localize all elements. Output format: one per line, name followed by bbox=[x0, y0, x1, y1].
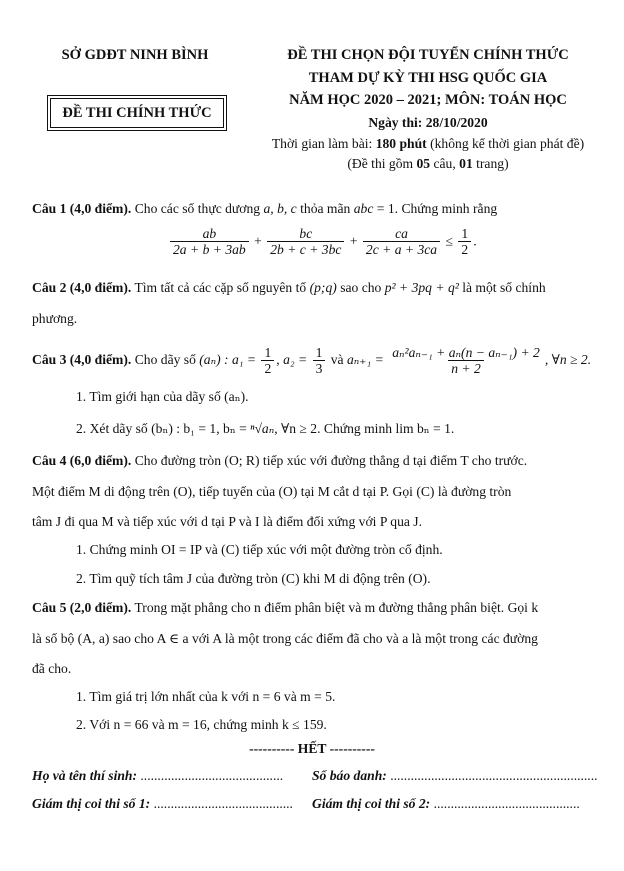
question-5-label: Câu 5 (2,0 điểm). bbox=[32, 600, 132, 615]
rec-tail: , ∀n ≥ 2. bbox=[544, 352, 592, 367]
question-count: 05 bbox=[416, 156, 431, 171]
q2-pair: (p;q) bbox=[309, 280, 337, 295]
question-2-label: Câu 2 (4,0 điểm). bbox=[32, 280, 132, 295]
duration-prefix: Thời gian làm bài: bbox=[271, 136, 376, 151]
nth-root: ⁿ√aₙ bbox=[250, 421, 275, 436]
a2-label: , a₂ = bbox=[276, 352, 311, 367]
plus-sign-1: + bbox=[254, 233, 262, 249]
fraction-2 bbox=[267, 226, 344, 257]
q2-text-c: là một số chính bbox=[458, 280, 546, 295]
q1-text-c: . Chứng minh rằng bbox=[394, 201, 498, 216]
q1-vars: a, b, c bbox=[263, 201, 297, 216]
rec-lhs: aₙ₊₁ = bbox=[347, 352, 388, 367]
info-prefix: (Đề thi gồm bbox=[347, 156, 417, 171]
candidate-name-line bbox=[32, 767, 283, 785]
a2-fraction bbox=[313, 345, 326, 376]
f3-den: 2c + a + 3ca bbox=[363, 241, 440, 257]
rhs-num: 1 bbox=[461, 226, 469, 241]
question-4-part1: 1. Chứng minh OI = IP và (C) tiếp xúc với một đường tròn cố định. bbox=[76, 542, 443, 557]
duration-value: 180 phút bbox=[375, 136, 427, 151]
exam-info bbox=[268, 156, 588, 172]
q1-text-a: Cho các số thực dương bbox=[131, 201, 264, 216]
recurrence-fraction bbox=[389, 345, 543, 376]
a1-den: 2 bbox=[261, 360, 274, 376]
f3-num: ca bbox=[395, 226, 408, 241]
candidate-id-line bbox=[312, 767, 598, 785]
q4-line1: Cho đường tròn (O; R) tiếp xúc với đường thẳng d tại điểm T cho trước. bbox=[131, 453, 528, 468]
proctor-2-line bbox=[312, 795, 580, 813]
question-5-line2: là số bộ (A, a) sao cho A ∈ a với A là một trong các điểm đã cho và a là một trong các đường bbox=[32, 631, 538, 646]
fraction-rhs bbox=[458, 226, 471, 257]
question-3-label: Câu 3 (4,0 điểm). bbox=[32, 352, 132, 367]
fraction-1 bbox=[170, 226, 249, 257]
question-1-label: Câu 1 (4,0 điểm). bbox=[32, 201, 132, 216]
question-3-part2 bbox=[76, 420, 596, 438]
proctor-1-label: Giám thị coi thi số 1: bbox=[32, 796, 151, 811]
question-4-part2: 2. Tìm quỹ tích tâm J của đường tròn (C) khi M di động trên (O). bbox=[76, 571, 431, 586]
period: . bbox=[473, 233, 477, 249]
question-2-statement bbox=[32, 279, 592, 297]
official-exam-badge: ĐỀ THI CHÍNH THỨC bbox=[50, 98, 224, 128]
exam-title-line2: THAM DỰ KỲ THI HSG QUỐC GIA bbox=[308, 70, 548, 86]
info-mid: câu, bbox=[430, 156, 460, 171]
f2-num: bc bbox=[299, 226, 313, 241]
question-5-statement bbox=[32, 599, 592, 617]
q5-line1: Trong mặt phẳng cho n điểm phân biệt và m đường thẳng phân biệt. Gọi k bbox=[131, 600, 539, 615]
rec-den: n + 2 bbox=[448, 360, 484, 376]
proctor-1-dots: ......................................... bbox=[150, 796, 293, 811]
exam-duration bbox=[240, 136, 616, 152]
q3-and: và bbox=[327, 352, 347, 367]
question-1-inequality bbox=[168, 226, 477, 257]
department-title: SỞ GDĐT NINH BÌNH bbox=[61, 47, 209, 63]
a2-den: 3 bbox=[313, 360, 326, 376]
exam-date: Ngày thi: 28/10/2020 bbox=[368, 115, 488, 130]
q3-seq: (aₙ) : a₁ = bbox=[199, 352, 260, 367]
candidate-id-label: Số báo danh: bbox=[312, 768, 387, 783]
question-4-statement bbox=[32, 452, 592, 470]
question-5-line3: đã cho. bbox=[32, 661, 72, 676]
q1-cond: abc bbox=[353, 201, 374, 216]
q1-cond-rhs: = 1 bbox=[373, 201, 395, 216]
a1-fraction bbox=[261, 345, 274, 376]
proctor-2-label: Giám thị coi thi số 2: bbox=[312, 796, 431, 811]
info-suffix: trang) bbox=[472, 156, 509, 171]
a2-num: 1 bbox=[315, 345, 323, 361]
question-3-statement bbox=[32, 345, 592, 376]
proctor-2-dots: ........................................... bbox=[430, 796, 580, 811]
candidate-id-dots: ............................................................. bbox=[386, 768, 598, 783]
proctor-1-line bbox=[32, 795, 293, 813]
rec-num: aₙ²aₙ₋₁ + aₙ(n − aₙ₋₁) + 2 bbox=[392, 345, 540, 361]
q3-text-a: Cho dãy số bbox=[131, 352, 200, 367]
a1-num: 1 bbox=[264, 345, 272, 361]
question-4-line3: tâm J đi qua M và tiếp xúc với d tại P và I là điểm đối xứng với P qua J. bbox=[32, 514, 422, 529]
f1-den: 2a + b + 3ab bbox=[170, 241, 249, 257]
f2-den: 2b + c + 3bc bbox=[267, 241, 344, 257]
exam-title-line3: NĂM HỌC 2020 – 2021; MÔN: TOÁN HỌC bbox=[289, 92, 567, 108]
duration-suffix: (không kể thời gian phát đề) bbox=[426, 136, 585, 151]
exam-title-line1: ĐỀ THI CHỌN ĐỘI TUYỂN CHÍNH THỨC bbox=[287, 47, 569, 63]
page-count: 01 bbox=[459, 156, 473, 171]
question-5-part2: 2. Với n = 66 và m = 16, chứng minh k ≤ 159. bbox=[76, 717, 327, 732]
question-5-part1: 1. Tìm giá trị lớn nhất của k với n = 6 và m = 5. bbox=[76, 689, 336, 704]
candidate-name-label: Họ và tên thí sinh: bbox=[32, 768, 137, 783]
q3-p2-b: , ∀n ≥ 2. Chứng minh lim bₙ = 1. bbox=[274, 421, 455, 436]
question-1-statement bbox=[32, 200, 592, 218]
q3-p2-a: 2. Xét dãy số (bₙ) : b₁ = 1, bₙ = bbox=[76, 421, 251, 436]
q2-text-a: Tìm tất cả các cặp số nguyên tố bbox=[131, 280, 310, 295]
end-marker: ---------- HẾT ---------- bbox=[249, 741, 375, 756]
rhs-den: 2 bbox=[458, 241, 471, 257]
candidate-name-dots: .......................................... bbox=[137, 768, 284, 783]
question-3-part1: 1. Tìm giới hạn của dãy số (aₙ). bbox=[76, 389, 249, 404]
q1-text-b: thỏa mãn bbox=[296, 201, 354, 216]
question-4-label: Câu 4 (6,0 điểm). bbox=[32, 453, 132, 468]
leq-sign: ≤ bbox=[445, 233, 453, 249]
fraction-3 bbox=[363, 226, 440, 257]
question-2-line2: phương. bbox=[32, 311, 78, 326]
plus-sign-2: + bbox=[349, 233, 358, 249]
q2-expr: p² + 3pq + q² bbox=[384, 280, 459, 295]
q2-text-b: sao cho bbox=[336, 280, 385, 295]
f1-num: ab bbox=[202, 226, 217, 241]
question-4-line2: Một điểm M di động trên (O), tiếp tuyến của (O) tại M cắt d tại P. Gọi (C) là đường tròn bbox=[32, 484, 512, 499]
